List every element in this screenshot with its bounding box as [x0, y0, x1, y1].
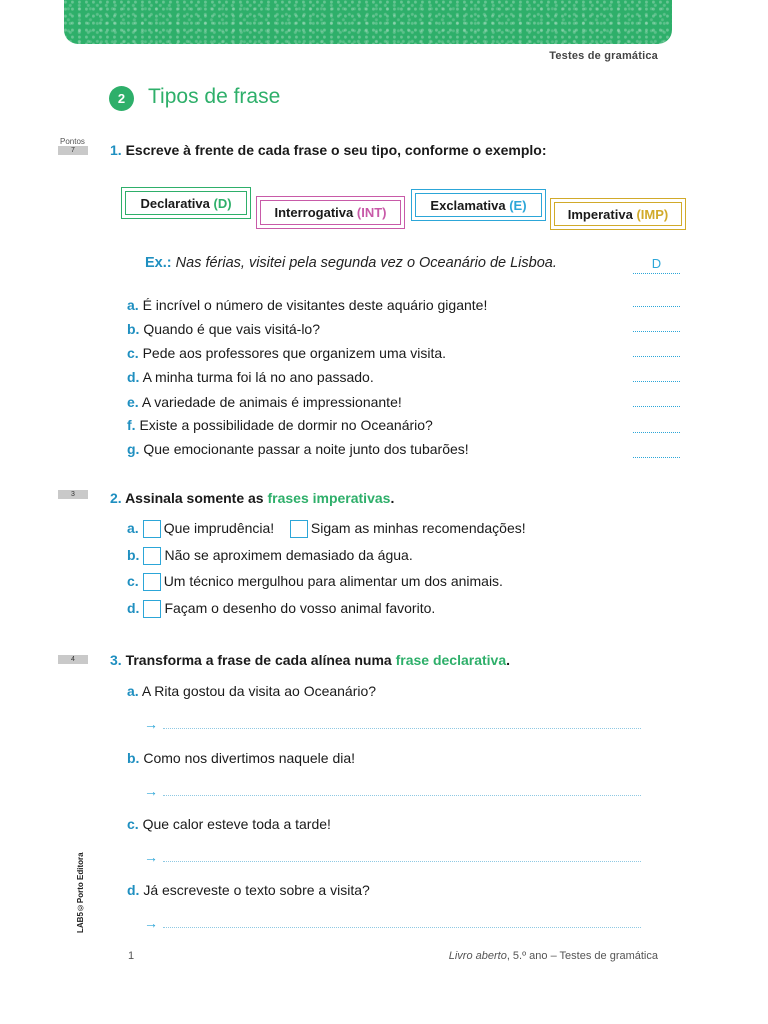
item-letter: a.	[127, 520, 139, 536]
publisher-credit: LAB5©Porto Editora	[76, 852, 85, 933]
item-text: Façam o desenho do vosso animal favorito.	[164, 600, 436, 616]
section-number-badge: 2	[109, 86, 134, 111]
example-sentence	[145, 255, 557, 271]
type-box-interrogativa	[256, 196, 405, 229]
q1-answer-field-c[interactable]	[633, 355, 680, 357]
checkbox-c[interactable]	[143, 573, 161, 591]
q3-title-highlight: frase declarativa	[395, 652, 507, 668]
example-answer: D	[633, 256, 680, 274]
q3-item-d	[127, 882, 370, 898]
example-text: Nas férias, visitei pela segunda vez o Oceanário de Lisboa.	[175, 255, 557, 271]
q1-points-box: 7	[58, 146, 88, 155]
item-text: A variedade de animais é impressionante!	[141, 394, 402, 410]
q2-number: 2.	[110, 490, 122, 506]
item-letter: b.	[127, 321, 140, 337]
q2-title	[110, 490, 394, 506]
item-letter: d.	[127, 600, 140, 616]
item-text: Que imprudência!	[163, 520, 275, 536]
item-letter: a.	[127, 297, 139, 313]
item-letter: e.	[127, 394, 139, 410]
q3-item-a	[127, 683, 376, 699]
item-text: Um técnico mergulhou para alimentar um dos animais.	[163, 573, 503, 589]
q2-item-d	[127, 600, 435, 618]
arrow-icon: →	[144, 783, 158, 799]
item-text: Já escreveste o texto sobre a visita?	[143, 882, 370, 898]
q1-title-text: Escreve à frente de cada frase o seu tipo, conforme o exemplo:	[125, 142, 547, 158]
item-text: Que emocionante passar a noite junto dos tubarões!	[143, 441, 469, 457]
type-name-declarativa: Declarativa	[140, 195, 210, 211]
type-name-exclamativa: Exclamativa	[430, 197, 506, 213]
item-letter: b.	[127, 750, 140, 766]
item-text: Existe a possibilidade de dormir no Oceanário?	[139, 417, 433, 433]
checkbox-b[interactable]	[143, 547, 161, 565]
q1-title	[110, 142, 547, 158]
q3-title-suffix: .	[506, 652, 511, 668]
q3-answer-line-c[interactable]	[163, 860, 641, 862]
q2-title-highlight: frases imperativas	[267, 490, 391, 506]
arrow-icon: →	[144, 716, 158, 732]
running-head: Testes de gramática	[549, 50, 658, 62]
q1-item-e	[127, 394, 402, 410]
points-label: Pontos	[60, 137, 85, 146]
q2-item-c	[127, 573, 503, 591]
item-letter: c.	[127, 345, 139, 361]
type-name-imperativa: Imperativa	[567, 206, 633, 222]
q3-title-text: Transforma a frase de cada alínea numa	[125, 652, 392, 668]
item-text: A Rita gostou da visita ao Oceanário?	[141, 683, 377, 699]
item-letter: c.	[127, 573, 139, 589]
q1-answer-field-f[interactable]	[633, 431, 680, 433]
q3-title	[110, 652, 510, 668]
item-text: Como nos divertimos naquele dia!	[143, 750, 356, 766]
q2-item-b	[127, 547, 413, 565]
arrow-icon: →	[144, 915, 158, 931]
item-letter: d.	[127, 369, 140, 385]
item-letter: c.	[127, 816, 139, 832]
item-text: É incrível o número de visitantes deste aquário gigante!	[142, 297, 488, 313]
q2-title-suffix: .	[390, 490, 395, 506]
q1-item-c	[127, 345, 446, 361]
checkbox-a2[interactable]	[290, 520, 308, 538]
q1-item-g	[127, 441, 469, 457]
q3-points-box: 4	[58, 655, 88, 664]
item-text: Quando é que vais visitá-lo?	[143, 321, 321, 337]
type-box-exclamativa	[411, 189, 546, 221]
item-letter: d.	[127, 882, 140, 898]
item-text: Que calor esteve toda a tarde!	[142, 816, 331, 832]
item-text: A minha turma foi lá no ano passado.	[142, 369, 374, 385]
type-code-exclamativa: (E)	[509, 197, 527, 213]
arrow-icon: →	[144, 849, 158, 865]
q2-title-text: Assinala somente as	[125, 490, 264, 506]
item-text: Não se aproximem demasiado da água.	[164, 547, 413, 563]
q3-number: 3.	[110, 652, 122, 668]
q2-item-a	[127, 520, 526, 538]
type-code-imperativa: (IMP)	[636, 206, 669, 222]
q3-item-c	[127, 816, 331, 832]
type-name-interrogativa: Interrogativa	[274, 205, 354, 220]
q1-number: 1.	[110, 142, 122, 158]
q1-item-a	[127, 297, 487, 313]
q1-answer-field-g[interactable]	[633, 456, 680, 458]
q1-item-b	[127, 321, 320, 337]
item-letter: a.	[127, 683, 139, 699]
q3-answer-line-a[interactable]	[163, 727, 641, 729]
q3-item-b	[127, 750, 355, 766]
q1-answer-field-b[interactable]	[633, 330, 680, 332]
q1-item-f	[127, 417, 433, 433]
checkbox-d[interactable]	[143, 600, 161, 618]
item-text-2: Sigam as minhas recomendações!	[310, 520, 526, 536]
q3-answer-line-b[interactable]	[163, 794, 641, 796]
section-title: Tipos de frase	[148, 85, 281, 108]
q1-answer-field-d[interactable]	[633, 380, 680, 382]
item-letter: g.	[127, 441, 140, 457]
q3-answer-line-d[interactable]	[163, 926, 641, 928]
type-box-declarativa	[121, 187, 251, 219]
item-letter: b.	[127, 547, 140, 563]
footer-book-title: Livro aberto	[448, 950, 507, 962]
q1-item-d	[127, 369, 374, 385]
item-letter: f.	[127, 417, 136, 433]
item-text: Pede aos professores que organizem uma visita.	[142, 345, 447, 361]
footer-text	[449, 950, 658, 962]
q1-answer-field-e[interactable]	[633, 405, 680, 407]
type-box-imperativa	[550, 198, 686, 230]
type-code-declarativa: (D)	[213, 195, 232, 211]
q1-answer-field-a[interactable]	[633, 305, 680, 307]
q2-points-box: 3	[58, 490, 88, 499]
example-label: Ex.:	[145, 255, 172, 271]
header-banner	[64, 0, 672, 44]
page-number: 1	[128, 950, 135, 962]
footer-rest: , 5.º ano – Testes de gramática	[506, 950, 658, 962]
type-code-interrogativa: (INT)	[356, 205, 387, 220]
checkbox-a1[interactable]	[143, 520, 161, 538]
